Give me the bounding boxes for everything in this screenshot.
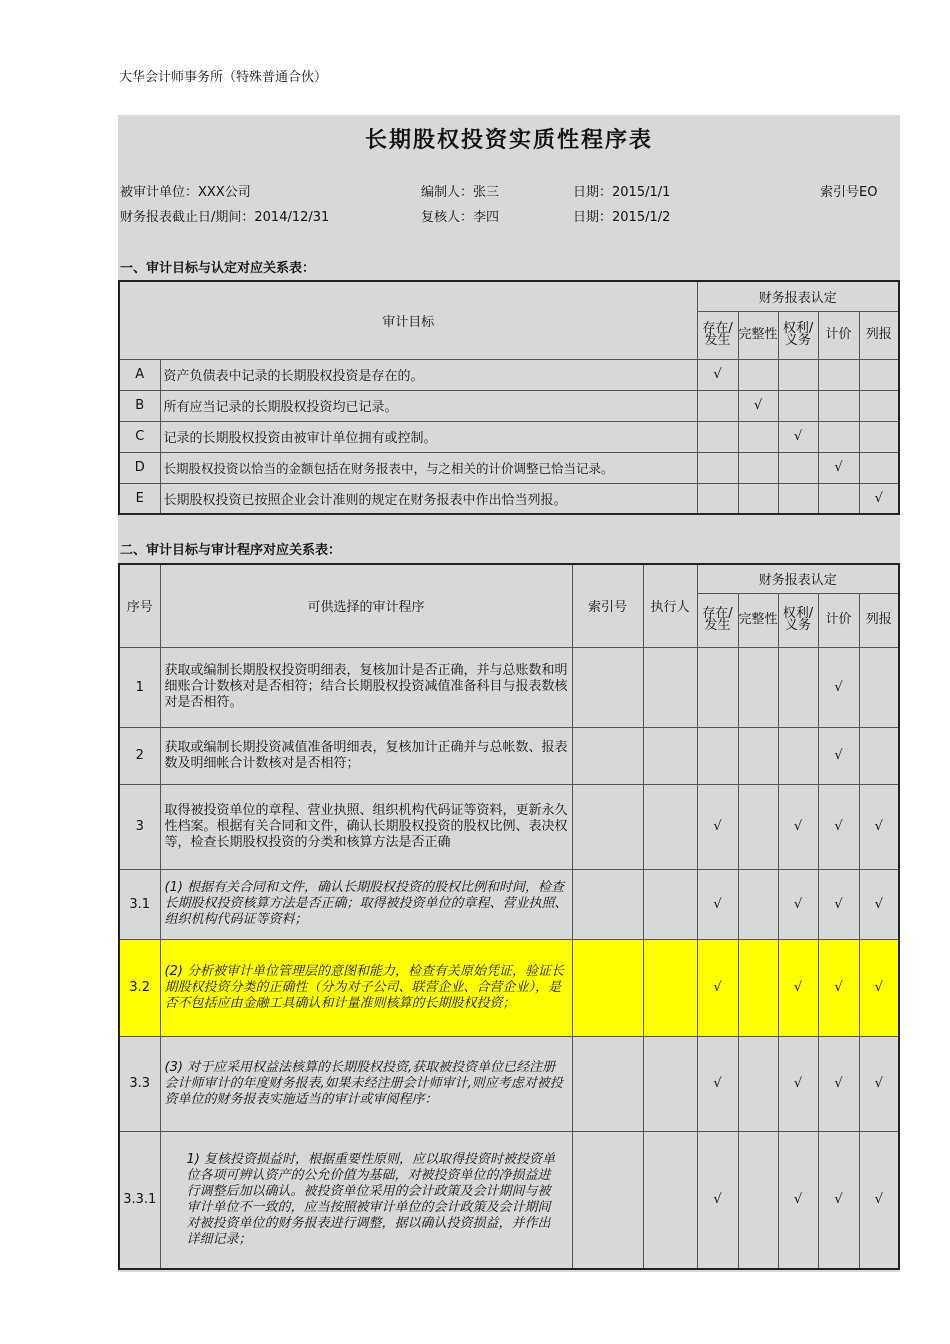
tick-cell: √ [859,869,899,939]
col-seq: 序号 [119,564,160,647]
tick-cell [697,452,738,483]
col-objective: 审计目标 [119,281,697,359]
row-code: A [119,359,160,390]
table-row [119,1131,899,1269]
tick-cell: √ [859,939,899,1036]
prep-date-label: 日期：2015/1/1 [573,185,671,200]
tick-cell [738,1036,778,1131]
tick-cell [818,421,859,452]
row-executor [643,784,697,869]
row-seq: 3.1 [119,869,160,939]
tick-cell [738,784,778,869]
tick-cell [738,421,778,452]
tick-cell [697,647,738,727]
assertion-rights: 权利/义务 [778,593,818,647]
row-objective: 所有应当记录的长期股权投资均已记录。 [160,390,697,421]
col-assertions: 财务报表认定 [697,564,899,593]
tick-cell [778,390,818,421]
row-executor [643,869,697,939]
tick-cell: √ [778,1131,818,1269]
row-seq: 3 [119,784,160,869]
tick-cell [818,359,859,390]
row-procedure: 取得被投资单位的章程、营业执照、组织机构代码证等资料，更新永久性档案。根据有关合同和文件，确认长期股权投资的股权比例、表决权等，检查长期股权投资的分类和核算方法是否正确 [160,784,572,869]
tick-cell [697,421,738,452]
tick-cell [738,869,778,939]
table-row [119,1036,899,1131]
row-objective: 长期股权投资已按照企业会计准则的规定在财务报表中作出恰当列报。 [160,483,697,514]
tick-cell: √ [818,1036,859,1131]
preparer-label: 编制人：张三 [421,185,500,200]
tick-cell [778,647,818,727]
tick-cell [738,483,778,514]
index-label: 索引号EO [820,185,878,200]
tick-cell [738,939,778,1036]
tick-cell: √ [778,869,818,939]
tick-cell: √ [818,784,859,869]
tick-cell: √ [818,727,859,784]
tick-cell: √ [778,939,818,1036]
tick-cell: √ [697,1131,738,1269]
table-row [119,727,899,784]
row-procedure: 1) 复核投资损益时，根据重要性原则，应以取得投资时被投资单位各项可辨认资产的公允价值为基础，对被投资单位的净损益进行调整后加以确认。被投资单位采用的会计政策及会计期间与被审计单位不一致的，应当按照被审计单位的会计政策及会计期间对被投资单位的财务报表进行调整，据以确认投资损益，并作出详细记录； [160,1131,572,1269]
row-procedure: (1) 根据有关合同和文件，确认长期股权投资的股权比例和时间，检查长期股权投资核算方法是否正确；取得被投资单位的章程、营业执照、组织机构代码证等资料； [160,869,572,939]
tick-cell: √ [859,784,899,869]
tick-cell [818,390,859,421]
assertion-existence: 存在/发生 [697,311,738,359]
table-row [119,483,899,514]
row-index [572,647,643,727]
table-row [119,421,899,452]
tick-cell: √ [778,421,818,452]
row-seq: 3.3.1 [119,1131,160,1269]
procedure-table [118,563,900,1270]
tick-cell: √ [818,869,859,939]
reviewer-label: 复核人：李四 [421,210,500,225]
table-row [119,390,899,421]
assertion-valuation: 计价 [818,593,859,647]
row-executor [643,939,697,1036]
row-executor [643,1036,697,1131]
tick-cell [859,452,899,483]
tick-cell: √ [818,1131,859,1269]
firm-name: 大华会计师事务所（特殊普通合伙） [119,70,328,85]
row-procedure: (2) 分析被审计单位管理层的意图和能力，检查有关原始凭证，验证长期股权投资分类的正确性（分为对子公司、联营企业、合营企业），是否不包括应由金融工具确认和计量准则核算的长期股权投资； [160,939,572,1036]
row-executor [643,727,697,784]
row-code: E [119,483,160,514]
row-executor [643,647,697,727]
row-code: D [119,452,160,483]
table-row [119,784,899,869]
row-objective: 资产负债表中记录的长期股权投资是存在的。 [160,359,697,390]
assertion-completeness: 完整性 [738,593,778,647]
row-seq: 3.3 [119,1036,160,1131]
row-index [572,1036,643,1131]
col-executor: 执行人 [643,564,697,647]
tick-cell: √ [697,784,738,869]
tick-cell [859,647,899,727]
tick-cell: √ [859,1131,899,1269]
tick-cell [778,359,818,390]
tick-cell: √ [818,452,859,483]
tick-cell: √ [818,939,859,1036]
row-code: C [119,421,160,452]
col-assertions: 财务报表认定 [697,281,899,311]
row-code: B [119,390,160,421]
review-date-label: 日期：2015/1/2 [573,210,671,225]
row-seq: 1 [119,647,160,727]
tick-cell: √ [818,647,859,727]
row-seq: 2 [119,727,160,784]
tick-cell [738,1131,778,1269]
row-procedure: (3) 对于应采用权益法核算的长期股权投资,获取被投资单位已经注册会计师审计的年度财务报表,如果未经注册会计师审计,则应考虑对被投资单位的财务报表实施适当的审计或审阅程序： [160,1036,572,1131]
tick-cell: √ [697,1036,738,1131]
page-title: 长期股权投资实质性程序表 [364,128,653,153]
table-row [119,452,899,483]
row-objective: 记录的长期股权投资由被审计单位拥有或控制。 [160,421,697,452]
row-procedure: 获取或编制长期股权投资明细表，复核加计是否正确，并与总账数和明细账合计数核对是否相符；结合长期股权投资减值准备科目与报表数核对是否相符。 [160,647,572,727]
table-row [119,869,899,939]
assertion-presentation: 列报 [859,593,899,647]
row-index [572,784,643,869]
auditee-label: 被审计单位：XXX公司 [120,185,251,200]
row-seq: 3.2 [119,939,160,1036]
section1-heading: 一、审计目标与认定对应关系表： [120,261,316,276]
tick-cell [778,483,818,514]
tick-cell [697,483,738,514]
tick-cell [859,390,899,421]
row-index [572,869,643,939]
table-row [119,359,899,390]
assertion-completeness: 完整性 [738,311,778,359]
assertion-rights: 权利/义务 [778,311,818,359]
tick-cell [859,421,899,452]
row-objective: 长期股权投资以恰当的金额包括在财务报表中，与之相关的计价调整已恰当记录。 [160,452,697,483]
tick-cell [859,727,899,784]
row-executor [643,1131,697,1269]
row-index [572,1131,643,1269]
tick-cell: √ [738,390,778,421]
tick-cell [738,452,778,483]
tick-cell: √ [697,869,738,939]
table-row-highlighted [119,939,899,1036]
tick-cell [818,483,859,514]
tick-cell: √ [859,483,899,514]
tick-cell [778,727,818,784]
tick-cell: √ [697,939,738,1036]
col-procedure: 可供选择的审计程序 [160,564,572,647]
col-index: 索引号 [572,564,643,647]
tick-cell [738,647,778,727]
tick-cell: √ [778,1036,818,1131]
table-row [119,647,899,727]
worksheet [118,115,900,1272]
assertion-existence: 存在/发生 [697,593,738,647]
objective-assertion-table [118,280,900,515]
period-label: 财务报表截止日/期间：2014/12/31 [120,210,330,225]
tick-cell [738,359,778,390]
tick-cell [697,727,738,784]
assertion-valuation: 计价 [818,311,859,359]
section2-heading: 二、审计目标与审计程序对应关系表： [120,543,342,558]
tick-cell [778,452,818,483]
assertion-presentation: 列报 [859,311,899,359]
tick-cell [859,359,899,390]
tick-cell [697,390,738,421]
tick-cell: √ [778,784,818,869]
row-index [572,727,643,784]
tick-cell: √ [697,359,738,390]
row-index [572,939,643,1036]
tick-cell [738,727,778,784]
tick-cell: √ [859,1036,899,1131]
row-procedure: 获取或编制长期投资减值准备明细表，复核加计正确并与总帐数、报表数及明细帐合计数核对是否相符； [160,727,572,784]
